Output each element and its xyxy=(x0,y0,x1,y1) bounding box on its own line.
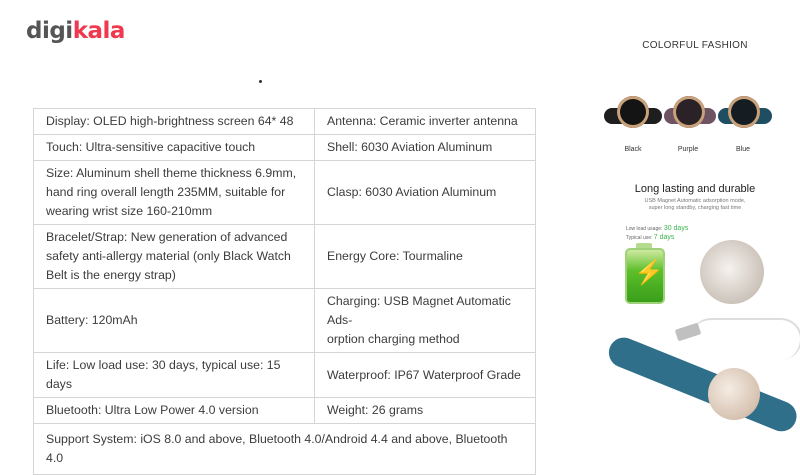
spec-cell: Bluetooth: Ultra Low Power 4.0 version xyxy=(34,398,315,424)
watch-purple xyxy=(673,96,705,128)
spec-cell: Display: OLED high-brightness screen 64* 48 xyxy=(34,109,315,135)
usage-low-label: Low load usage: xyxy=(626,226,663,232)
table-row xyxy=(34,289,536,353)
usage-typical xyxy=(626,234,674,241)
spec-cell: Energy Core: Tourmaline xyxy=(315,225,536,289)
colorful-fashion-heading: COLORFUL FASHION xyxy=(642,40,748,51)
watch-blue xyxy=(728,96,760,128)
logo-text-2: kala xyxy=(72,18,125,44)
table-row xyxy=(34,398,536,424)
spec-cell: Weight: 26 grams xyxy=(315,398,536,424)
color-label-black: Black xyxy=(624,146,642,153)
color-label-blue: Blue xyxy=(735,146,750,153)
table-row xyxy=(34,161,536,225)
spec-cell: Charging: USB Magnet Automatic Ads- orption charging method xyxy=(315,289,536,353)
cable-image xyxy=(690,318,800,360)
spec-cell: Bracelet/Strap: New generation of advanced safety anti-allergy material (only Black Watch Belt is the energy strap) xyxy=(34,225,315,289)
spec-cell: Waterproof: IP67 Waterproof Grade xyxy=(315,353,536,398)
dot-mark xyxy=(259,80,262,83)
spec-cell: Touch: Ultra-sensitive capacitive touch xyxy=(34,135,315,161)
table-row xyxy=(34,109,536,135)
spec-cell: Life: Low load use: 30 days, typical use: 15 days xyxy=(34,353,315,398)
logo-text-1: digi xyxy=(26,18,73,44)
spec-cell: Shell: 6030 Aviation Aluminum xyxy=(315,135,536,161)
usage-low-value: 30 days xyxy=(663,225,689,232)
spec-table xyxy=(33,108,536,475)
table-row xyxy=(34,353,536,398)
long-lasting-subtitle: USB Magnet Automatic adsorption mode, super long standby, charging fast time xyxy=(644,198,746,211)
watch-face-image xyxy=(708,368,760,420)
support-cell: Support System: iOS 8.0 and above, Bluetooth 4.0/Android 4.4 and above, Bluetooth 4.0 xyxy=(34,424,536,475)
long-lasting-title: Long lasting and durable xyxy=(634,183,756,195)
charger-image xyxy=(700,240,764,304)
usage-typical-value: 7 days xyxy=(653,234,675,241)
spec-cell: Battery: 120mAh xyxy=(34,289,315,353)
table-row xyxy=(34,225,536,289)
bolt-icon: ⚡ xyxy=(634,259,664,286)
table-row xyxy=(34,424,536,475)
table-row xyxy=(34,135,536,161)
spec-cell: Size: Aluminum shell theme thickness 6.9mm, hand ring overall length 235MM, suitable for wearing wrist size 160-210mm xyxy=(34,161,315,225)
spec-cell: Antenna: Ceramic inverter antenna xyxy=(315,109,536,135)
usage-typical-label: Typical use: xyxy=(626,235,653,241)
watch-black xyxy=(617,96,649,128)
spec-cell: Clasp: 6030 Aviation Aluminum xyxy=(315,161,536,225)
usage-low xyxy=(626,225,688,232)
digikala-logo[interactable] xyxy=(26,18,125,44)
color-label-purple: Purple xyxy=(677,146,699,153)
